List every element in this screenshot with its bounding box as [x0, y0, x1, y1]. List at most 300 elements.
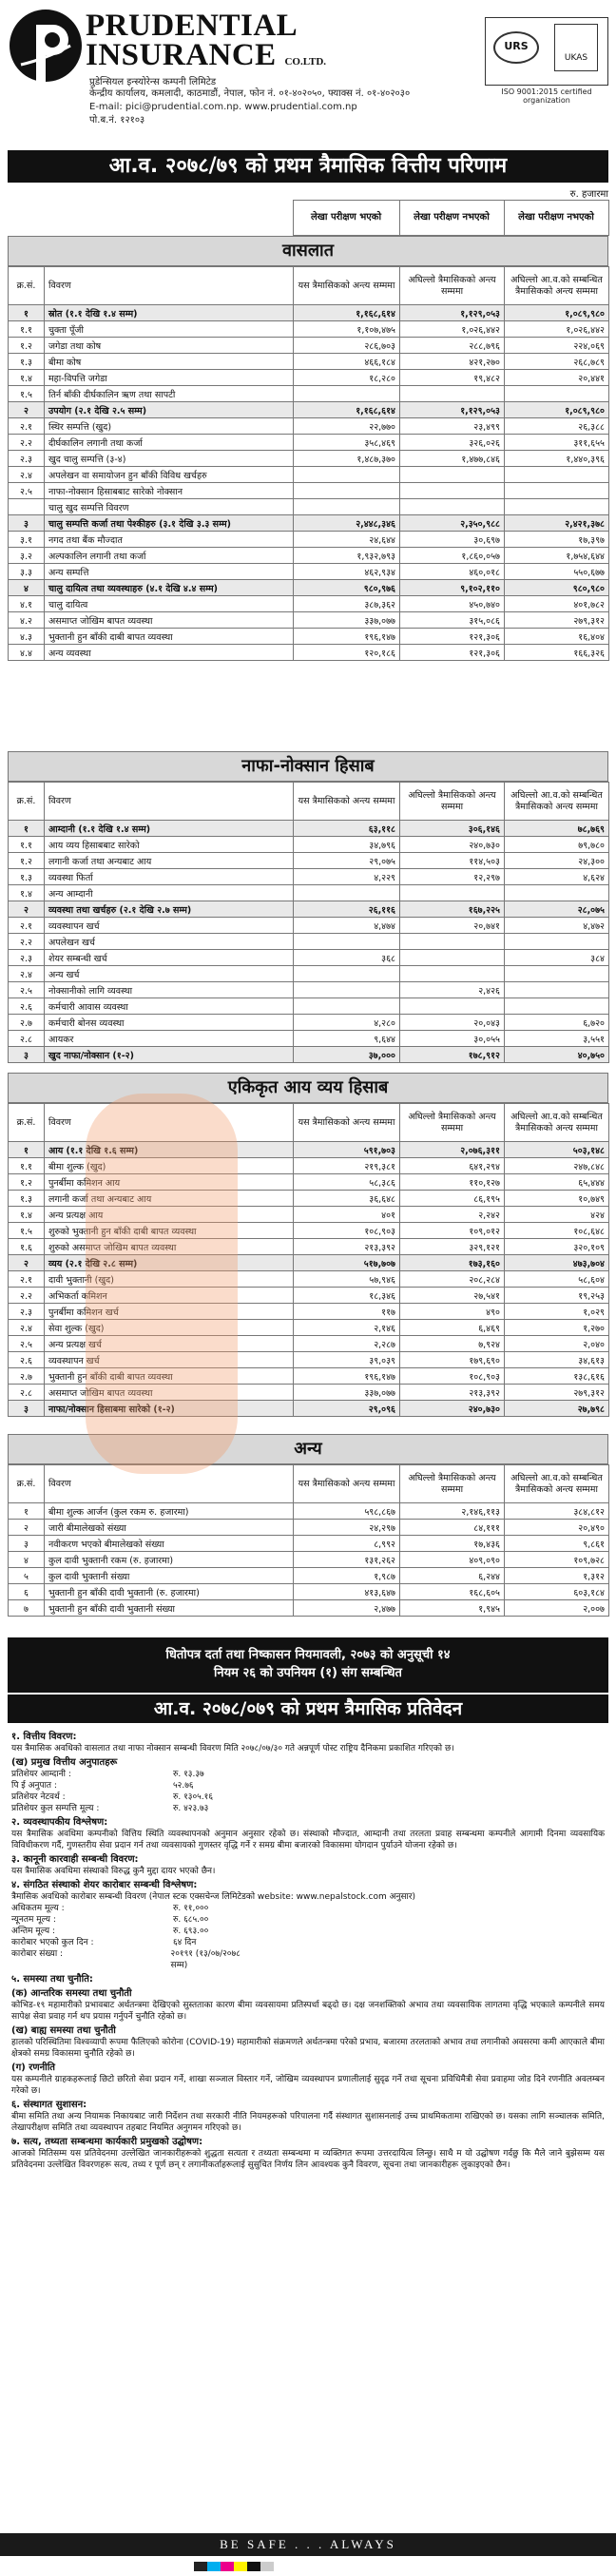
key-value-row	[11, 1903, 259, 1914]
report-s5-title: ५. समस्या तथा चुनौति:	[11, 1974, 93, 1985]
row-current-quarter: ५९१,७०३	[294, 1142, 400, 1158]
row-current-quarter: १८,२८०	[294, 370, 400, 386]
row-sn: २.१	[9, 418, 45, 435]
kv-label: अन्तिम मूल्य :	[11, 1927, 55, 1936]
unit-note: रु. हजारमा	[569, 189, 608, 200]
row-previous-quarter	[400, 934, 505, 950]
audited-header: लेखा परीक्षण भएको	[293, 201, 399, 236]
regulation-ribbon	[8, 1637, 608, 1693]
row-particular: असमाप्त जोखिम बापत व्यवस्था	[45, 612, 294, 629]
row-sn: २.८	[9, 1385, 45, 1401]
row-sn: २.४	[9, 467, 45, 483]
col-sn: क्र.सं.	[9, 267, 45, 305]
row-last-year-quarter: ४०१,७८२	[505, 596, 609, 612]
col-particulars: विवरण	[45, 783, 294, 821]
row-current-quarter	[294, 998, 400, 1015]
row-sn: १.१	[9, 837, 45, 853]
row-previous-quarter: १७९,६९०	[400, 1352, 505, 1368]
kv-value: रु. १३०५.१६	[173, 1792, 214, 1802]
row-previous-quarter: ३०,०५५	[400, 1031, 505, 1047]
table-row	[9, 580, 609, 596]
row-sn: ३	[9, 1047, 45, 1063]
key-value-row	[11, 1937, 259, 1948]
row-sn: १.५	[9, 386, 45, 402]
row-previous-quarter: १२,२९७	[400, 869, 505, 885]
income-expense-title: एकिकृत आय व्यय हिसाब	[8, 1073, 608, 1103]
brand-line-1: PRUDENTIAL	[86, 9, 298, 43]
row-previous-quarter	[400, 467, 505, 483]
row-particular: अभिकर्ता कमिशन	[45, 1288, 294, 1304]
row-previous-quarter: १,४७७,८४६	[400, 451, 505, 467]
row-sn: २	[9, 402, 45, 418]
table-row	[9, 645, 609, 661]
row-current-quarter: २६,११६	[294, 901, 400, 918]
row-sn: २.५	[9, 1336, 45, 1352]
row-particular: दीर्घकालिन लगानी तथा कर्जा	[45, 435, 294, 451]
row-current-quarter: १०८,९०३	[294, 1223, 400, 1239]
row-particular: बीमा शुल्क आर्जन (कुल रकम रु. हजारमा)	[45, 1503, 294, 1520]
row-previous-quarter: २,१४६,११३	[400, 1503, 505, 1520]
row-sn: २.२	[9, 934, 45, 950]
row-last-year-quarter	[505, 467, 609, 483]
col-sn: क्र.सं.	[9, 1104, 45, 1142]
kv-value: रु. ६८५.००	[173, 1915, 209, 1925]
row-particular: भुक्तानी हुन बाँकी दावी भुक्तानी संख्या	[45, 1600, 294, 1617]
row-particular: भुक्तानी हुन बाँकी दाबी बापत व्यवस्था	[45, 1368, 294, 1385]
row-sn: २.३	[9, 950, 45, 966]
row-current-quarter: १८,३४६	[294, 1288, 400, 1304]
row-sn: २	[9, 1255, 45, 1271]
row-particular: कुल दावी भुक्तानी रकम (रु. हजारमा)	[45, 1552, 294, 1568]
row-current-quarter: १२०,१८६	[294, 645, 400, 661]
brand-suffix: CO.LTD.	[284, 56, 327, 68]
row-previous-quarter: २,२४२	[400, 1207, 505, 1223]
row-last-year-quarter: ३४,६१३	[505, 1352, 609, 1368]
row-previous-quarter: २०,७४१	[400, 918, 505, 934]
row-previous-quarter: ३१५,०८६	[400, 612, 505, 629]
row-particular: नोक्सानीको लागि व्यवस्था	[45, 982, 294, 998]
kv-label: न्यूनतम मूल्य :	[11, 1915, 56, 1925]
row-last-year-quarter: १६,४०४	[505, 629, 609, 645]
table-row	[9, 1536, 609, 1552]
row-current-quarter	[294, 982, 400, 998]
row-particular: शुरुको असमाप्त जोखिम बापत व्यवस्था	[45, 1239, 294, 1255]
row-previous-quarter: १,०२६,४४२	[400, 321, 505, 338]
row-particular: अन्य प्रत्यक्ष खर्च	[45, 1336, 294, 1352]
row-last-year-quarter	[505, 499, 609, 515]
table-row	[9, 386, 609, 402]
row-last-year-quarter: ९८०,९८०	[505, 580, 609, 596]
row-sn: २.१	[9, 918, 45, 934]
report-s4-body: त्रैमासिक अवधिको कारोबार सम्बन्धी विवरण (नेपाल स्टक एक्सचेन्ज लिमिटेडको website: www.nepalstock.com अनुसार)	[11, 1892, 416, 1902]
row-particular: अपलेखन वा समायोजन हुन बाँकी विविध खर्चहरु	[45, 467, 294, 483]
row-particular: अपलेखन खर्च	[45, 934, 294, 950]
row-particular: चालु सम्पत्ति कर्जा तथा पेश्कीहरु (३.१ देखि ३.३ सम्म)	[45, 515, 294, 532]
row-sn: १.३	[9, 869, 45, 885]
row-current-quarter: ४,२८०	[294, 1015, 400, 1031]
row-current-quarter: २९,०७५	[294, 853, 400, 869]
row-sn: २.२	[9, 1288, 45, 1304]
col-last-year-quarter: अघिल्लो आ.व.को सम्बन्धित त्रैमासिकको अन्त्य सम्ममा	[505, 1465, 609, 1503]
row-last-year-quarter: १,४४०,३९६	[505, 451, 609, 467]
row-last-year-quarter: ६०३,१८४	[505, 1584, 609, 1600]
col-sn: क्र.सं.	[9, 1465, 45, 1503]
table-row	[9, 515, 609, 532]
row-sn: १	[9, 1503, 45, 1520]
row-current-quarter: २,४४८,३४६	[294, 515, 400, 532]
row-last-year-quarter: ३८४	[505, 950, 609, 966]
col-current-quarter: यस त्रैमासिकको अन्त्य सम्ममा	[294, 1104, 400, 1142]
row-sn: १.५	[9, 1223, 45, 1239]
row-last-year-quarter	[505, 386, 609, 402]
table-row	[9, 402, 609, 418]
row-last-year-quarter: ३२०,१०९	[505, 1239, 609, 1255]
row-previous-quarter: ६,२४४	[400, 1568, 505, 1584]
row-previous-quarter	[400, 950, 505, 966]
row-particular: अल्पकालिन लगानी तथा कर्जा	[45, 548, 294, 564]
profit-loss-title: नाफा-नोक्सान हिसाब	[8, 751, 608, 782]
row-sn: १.४	[9, 370, 45, 386]
row-current-quarter: ३५८,४६९	[294, 435, 400, 451]
table-row	[9, 338, 609, 354]
row-current-quarter: १,१६८,६१४	[294, 402, 400, 418]
row-sn: ३	[9, 1536, 45, 1552]
row-last-year-quarter: २४७,८४८	[505, 1158, 609, 1174]
row-current-quarter: २४,६४४	[294, 532, 400, 548]
row-previous-quarter: १०८,९०३	[400, 1368, 505, 1385]
row-particular: नगद तथा बैंक मौज्दात	[45, 532, 294, 548]
row-sn: २.६	[9, 1352, 45, 1368]
row-last-year-quarter: ६५,४४४	[505, 1174, 609, 1191]
row-last-year-quarter: १,०२९	[505, 1304, 609, 1320]
kv-value: ६४ दिन	[173, 1938, 197, 1947]
table-row	[9, 499, 609, 515]
row-particular: असमाप्त जोखिम बापत व्यवस्था	[45, 1385, 294, 1401]
row-particular: आम्दानी (१.१ देखि १.४ सम्म)	[45, 821, 294, 837]
row-current-quarter: १,९८७	[294, 1568, 400, 1584]
row-particular: जारी बीमालेखको संख्या	[45, 1520, 294, 1536]
table-row	[9, 612, 609, 629]
report-s5b-title: (ख) बाह्य समस्या तथा चुनौती	[11, 2025, 116, 2036]
row-last-year-quarter: ४२४	[505, 1207, 609, 1223]
row-last-year-quarter	[505, 885, 609, 901]
row-last-year-quarter: ७९,७८०	[505, 837, 609, 853]
row-previous-quarter: ११४,५०३	[400, 853, 505, 869]
col-particulars: विवरण	[45, 1465, 294, 1503]
report-s3-title: ३. कानूनी कारवाही सम्बन्धी विवरण:	[11, 1854, 139, 1865]
color-swatch	[234, 2562, 247, 2571]
kv-value: २०१९१ (१३/०७/२०७८ सम्म)	[170, 1949, 241, 1970]
row-current-quarter	[294, 966, 400, 982]
balance-sheet-table	[8, 266, 609, 661]
row-particular: सेवा शुल्क (खुद)	[45, 1320, 294, 1336]
row-current-quarter: ९,६४४	[294, 1031, 400, 1047]
row-particular: भुक्तानी हुन बाँकी दाबी बापत व्यवस्था	[45, 629, 294, 645]
ribbon-line-2: नियम २६ को उपनियम (१) संग सम्बन्धित	[214, 1666, 402, 1680]
row-particular: बीमा शुल्क (खुद)	[45, 1158, 294, 1174]
row-previous-quarter: १६८,६०५	[400, 1584, 505, 1600]
row-previous-quarter	[400, 966, 505, 982]
row-sn: ४	[9, 580, 45, 596]
row-sn: २.४	[9, 966, 45, 982]
table-row	[9, 885, 609, 901]
table-row	[9, 1503, 609, 1520]
row-last-year-quarter	[505, 998, 609, 1015]
row-last-year-quarter: २२४,०६९	[505, 338, 609, 354]
row-previous-quarter: २७,५४१	[400, 1288, 505, 1304]
row-sn: १.१	[9, 321, 45, 338]
row-previous-quarter: ११०,१२७	[400, 1174, 505, 1191]
row-sn: ४.४	[9, 645, 45, 661]
row-last-year-quarter: १०९,७२८	[505, 1552, 609, 1568]
table-row	[9, 370, 609, 386]
company-logo-icon	[8, 8, 84, 103]
table-row	[9, 596, 609, 612]
row-current-quarter: २८६,७०३	[294, 338, 400, 354]
row-particular: आयकर	[45, 1031, 294, 1047]
row-particular: आय (१.१ देखि १.६ सम्म)	[45, 1142, 294, 1158]
table-row	[9, 966, 609, 982]
unaudited2-header: लेखा परीक्षण नभएको	[504, 201, 608, 236]
address-line-2: E-mail: pici@prudential.com.np. www.prudential.com.np	[89, 102, 357, 112]
row-sn: २.७	[9, 1015, 45, 1031]
key-value-row	[11, 1769, 259, 1780]
table-row	[9, 1584, 609, 1600]
row-last-year-quarter	[505, 982, 609, 998]
col-last-year-quarter: अघिल्लो आ.व.को सम्बन्धित त्रैमासिकको अन्त्य सम्ममा	[505, 267, 609, 305]
row-last-year-quarter: ४७३,७०४	[505, 1255, 609, 1271]
col-sn: क्र.सं.	[9, 783, 45, 821]
row-current-quarter: २,२८७	[294, 1336, 400, 1352]
row-sn: १.१	[9, 1158, 45, 1174]
table-row	[9, 418, 609, 435]
row-particular: लगानी कर्जा तथा अन्यबाट आय	[45, 853, 294, 869]
row-last-year-quarter: २४,३००	[505, 853, 609, 869]
row-previous-quarter: २१३,३९२	[400, 1385, 505, 1401]
row-last-year-quarter: २७९,३१२	[505, 612, 609, 629]
row-last-year-quarter: १०८,६४८	[505, 1223, 609, 1239]
row-current-quarter: ४६२,९३४	[294, 564, 400, 580]
row-previous-quarter: ४०९,०९०	[400, 1552, 505, 1568]
table-row	[9, 821, 609, 837]
row-current-quarter: २१९,३८१	[294, 1158, 400, 1174]
share-stats-list	[11, 1903, 605, 1971]
row-sn: १.६	[9, 1239, 45, 1255]
row-particular: महा-विपत्ति जगेडा	[45, 370, 294, 386]
table-row	[9, 1568, 609, 1584]
row-last-year-quarter	[505, 966, 609, 982]
row-previous-quarter: १९,४८२	[400, 370, 505, 386]
row-last-year-quarter: ५०३,१४८	[505, 1142, 609, 1158]
row-current-quarter: ११७	[294, 1304, 400, 1320]
row-particular: व्यवस्था तथा खर्चहरु (२.१ देखि २.७ सम्म)	[45, 901, 294, 918]
row-previous-quarter	[400, 998, 505, 1015]
row-current-quarter	[294, 467, 400, 483]
row-last-year-quarter: ३११,६५५	[505, 435, 609, 451]
row-current-quarter: २,४७७	[294, 1600, 400, 1617]
row-particular: चालु खुद सम्पत्ति विवरण	[45, 499, 294, 515]
row-current-quarter: ४,२२९	[294, 869, 400, 885]
table-row	[9, 901, 609, 918]
kv-label: कारोबार भएको कुल दिन :	[11, 1938, 94, 1947]
kv-label: प्रतिशेयर कुल सम्पत्ति मूल्य :	[11, 1804, 100, 1813]
balance-sheet-rows	[9, 305, 609, 661]
row-current-quarter: २९,०९६	[294, 1401, 400, 1417]
row-particular: नवीकरण भएको बीमालेखको संख्या	[45, 1536, 294, 1552]
row-previous-quarter: ७,९२४	[400, 1336, 505, 1352]
row-particular: जगेडा तथा कोष	[45, 338, 294, 354]
row-last-year-quarter: १७,३९७	[505, 532, 609, 548]
row-current-quarter: ३९,०३९	[294, 1352, 400, 1368]
row-sn: ३	[9, 1401, 45, 1417]
report-s5a-title: (क) आन्तरिक समस्या तथा चुनौती	[11, 1988, 132, 1999]
row-current-quarter	[294, 934, 400, 950]
row-particular: चालु दायित्व	[45, 596, 294, 612]
row-previous-quarter: १,९४५	[400, 1600, 505, 1617]
col-particulars: विवरण	[45, 1104, 294, 1142]
kv-label: प्रतिशेयर आम्दानी :	[11, 1770, 71, 1779]
profit-loss-rows	[9, 821, 609, 1063]
row-particular: स्थिर सम्पत्ति (खुद)	[45, 418, 294, 435]
row-current-quarter: २४,२९७	[294, 1520, 400, 1536]
row-last-year-quarter: २०,४९०	[505, 1520, 609, 1536]
row-current-quarter: १३१,२६२	[294, 1552, 400, 1568]
row-last-year-quarter: २,०४०	[505, 1336, 609, 1352]
report-s4-title: ४. संगठित संस्थाको शेयर कारोबार सम्बन्धी विश्लेषण:	[11, 1880, 198, 1890]
col-current-quarter: यस त्रैमासिकको अन्त्य सम्ममा	[294, 1465, 400, 1503]
row-last-year-quarter: १,०८९,९८०	[505, 305, 609, 321]
row-previous-quarter: २०,०४३	[400, 1015, 505, 1031]
report-s3-body: यस त्रैमासिक अवधिमा संस्थाको विरुद्ध कुनै मुद्दा दायर भएको छैन।	[11, 1867, 216, 1876]
report-s6-body: बीमा समिति तथा अन्य नियामक निकायबाट जारी निर्देशन तथा सरकारी नीति नियमहरूको परिपालना गर्दै संस्थागत सुशासनलाई उच्च प्राथमिकतामा राखिएको छ। यसका लागि सञ्चालक समिति, लेखापरीक्षण समिति तथा व्यवस्थापन तहबाट नियमित अनुगमन गरिएको छ।	[11, 2112, 605, 2133]
row-current-quarter: १,४८७,३७०	[294, 451, 400, 467]
row-sn: २.३	[9, 451, 45, 467]
table-row	[9, 934, 609, 950]
row-previous-quarter: ३०६,१४६	[400, 821, 505, 837]
row-particular: पुनर्बीमा कमिशन खर्च	[45, 1304, 294, 1320]
row-previous-quarter: १,१२९,०५३	[400, 305, 505, 321]
row-particular: चालु दायित्व तथा व्यवस्थाहरु (४.१ देखि ४.४ सम्म)	[45, 580, 294, 596]
ratio-list	[11, 1769, 605, 1814]
row-sn: १.४	[9, 1207, 45, 1223]
row-last-year-quarter: २६,३८८	[505, 418, 609, 435]
row-previous-quarter: २०८,२८४	[400, 1271, 505, 1288]
row-current-quarter: ४,४७४	[294, 918, 400, 934]
row-current-quarter: ४१३,६४७	[294, 1584, 400, 1600]
row-current-quarter: १९६,१४७	[294, 1368, 400, 1385]
kv-label: प्रतिशेयर नेटवर्थ :	[11, 1792, 66, 1802]
report-s7-title: ७. सत्य, तथ्यता सम्बन्धमा कार्यकारी प्रमुखको उद्घोषण:	[11, 2137, 203, 2147]
row-previous-quarter: ४५०,७४०	[400, 596, 505, 612]
row-last-year-quarter: २७९,३१२	[505, 1385, 609, 1401]
row-particular: नाफा/नोक्सान हिसाबमा सारेको (१-२)	[45, 1401, 294, 1417]
row-particular: व्यवस्थापन खर्च	[45, 1352, 294, 1368]
brand-name	[86, 11, 326, 77]
row-last-year-quarter: २६८,७८९	[505, 354, 609, 370]
row-current-quarter: ५१७,७०७	[294, 1255, 400, 1271]
row-last-year-quarter: १३८,६१६	[505, 1368, 609, 1385]
row-previous-quarter	[400, 885, 505, 901]
report-s5c-body: यस कम्पनीले ग्राहकहरूलाई छिटो छरितो सेवा प्रदान गर्ने, शाखा सञ्जाल विस्तार गर्ने, जोखिम व्यवस्थापन प्रणालीलाई सुदृढ गर्ने तथा सूचना प्रविधिमैत्री सेवा प्रवाहमा जोड दिने रणनीति अवलम्बन गरेको छ।	[11, 2075, 605, 2096]
row-sn: २.४	[9, 1320, 45, 1336]
table-row	[9, 305, 609, 321]
table-row	[9, 918, 609, 934]
others-table	[8, 1464, 609, 1617]
row-sn: २.६	[9, 998, 45, 1015]
kv-label: कारोबार संख्या :	[11, 1949, 64, 1959]
others-rows	[9, 1503, 609, 1617]
audit-header-table	[8, 200, 609, 236]
row-previous-quarter: ४२१,२७०	[400, 354, 505, 370]
footer-tagline: BE SAFE . . . ALWAYS	[0, 2533, 616, 2556]
row-sn: १.२	[9, 853, 45, 869]
print-color-swatches	[181, 2562, 287, 2571]
table-row	[9, 982, 609, 998]
row-particular: कर्मचारी आवास व्यवस्था	[45, 998, 294, 1015]
row-current-quarter: ४०१	[294, 1207, 400, 1223]
row-current-quarter: ३६८	[294, 950, 400, 966]
row-current-quarter	[294, 885, 400, 901]
row-particular: शुरुको भुक्तानी हुन बाँकी दाबी बापत व्यवस्था	[45, 1223, 294, 1239]
row-current-quarter: १,१६८,६१४	[294, 305, 400, 321]
row-current-quarter: ८,९९२	[294, 1536, 400, 1552]
report-s5b-body: हालको परिस्थितिमा विश्वव्यापी रूपमा फैलिएको कोरोना (COVID-19) महामारीको संक्रमणले अर्थतन्त्रमा परेको प्रभाव, बजारमा तरलताको अभाव तथा लगानीको अवसरमा कमी आएकाले बीमा क्षेत्रको समग्र विकासमा चुनौति रहेको छ।	[11, 2038, 605, 2059]
table-row	[9, 1047, 609, 1063]
report-s2-title: २. व्यवस्थापकीय विश्लेषण:	[11, 1817, 108, 1828]
company-header	[8, 8, 608, 150]
row-particular: व्यवस्था फिर्ता	[45, 869, 294, 885]
row-previous-quarter: १६७,२२५	[400, 901, 505, 918]
profit-loss-section	[8, 751, 608, 1063]
balance-sheet-title: वासलात	[8, 236, 608, 266]
row-current-quarter: ३४,७९६	[294, 837, 400, 853]
color-swatch	[260, 2562, 274, 2571]
row-sn: ४.१	[9, 596, 45, 612]
col-previous-quarter: अघिल्लो त्रैमासिकको अन्त्य सम्ममा	[400, 1465, 505, 1503]
row-particular: व्यवस्थापन खर्च	[45, 918, 294, 934]
row-sn: २	[9, 901, 45, 918]
kv-value: रु. १३.३७	[173, 1770, 204, 1779]
table-row	[9, 532, 609, 548]
col-current-quarter: यस त्रैमासिकको अन्त्य सम्ममा	[294, 267, 400, 305]
row-current-quarter: २२,७७०	[294, 418, 400, 435]
ribbon-line-1: धितोपत्र दर्ता तथा निष्कासन नियमावली, २०७३ को अनुसूची १४	[165, 1648, 451, 1662]
row-sn: २.२	[9, 435, 45, 451]
table-row	[9, 1015, 609, 1031]
row-sn: ३	[9, 515, 45, 532]
row-particular: अन्य खर्च	[45, 966, 294, 982]
row-sn: २.१	[9, 1271, 45, 1288]
row-last-year-quarter: ७८,७६९	[505, 821, 609, 837]
row-current-quarter: १९६,१४७	[294, 629, 400, 645]
row-previous-quarter: १७८,९१२	[400, 1047, 505, 1063]
row-sn: ६	[9, 1584, 45, 1600]
row-previous-quarter: २,३५०,९८८	[400, 515, 505, 532]
watermark-shape	[86, 1094, 238, 1474]
row-last-year-quarter: ५५०,६७७	[505, 564, 609, 580]
report-s1b-title: (ख) प्रमुख वित्तीय अनुपातहरू	[11, 1757, 118, 1768]
row-sn: ३.१	[9, 532, 45, 548]
row-particular: भुक्तानी हुन बाँकी दावी भुक्तानी (रु. हजारमा)	[45, 1584, 294, 1600]
row-current-quarter: ३८७,३६२	[294, 596, 400, 612]
col-particulars: विवरण	[45, 267, 294, 305]
row-previous-quarter: २४०,७३०	[400, 837, 505, 853]
quarterly-report	[11, 1729, 605, 2171]
row-sn: १	[9, 305, 45, 321]
col-last-year-quarter: अघिल्लो आ.व.को सम्बन्धित त्रैमासिकको अन्त्य सम्ममा	[505, 1104, 609, 1142]
key-value-row	[11, 1948, 259, 1971]
row-sn: १	[9, 821, 45, 837]
